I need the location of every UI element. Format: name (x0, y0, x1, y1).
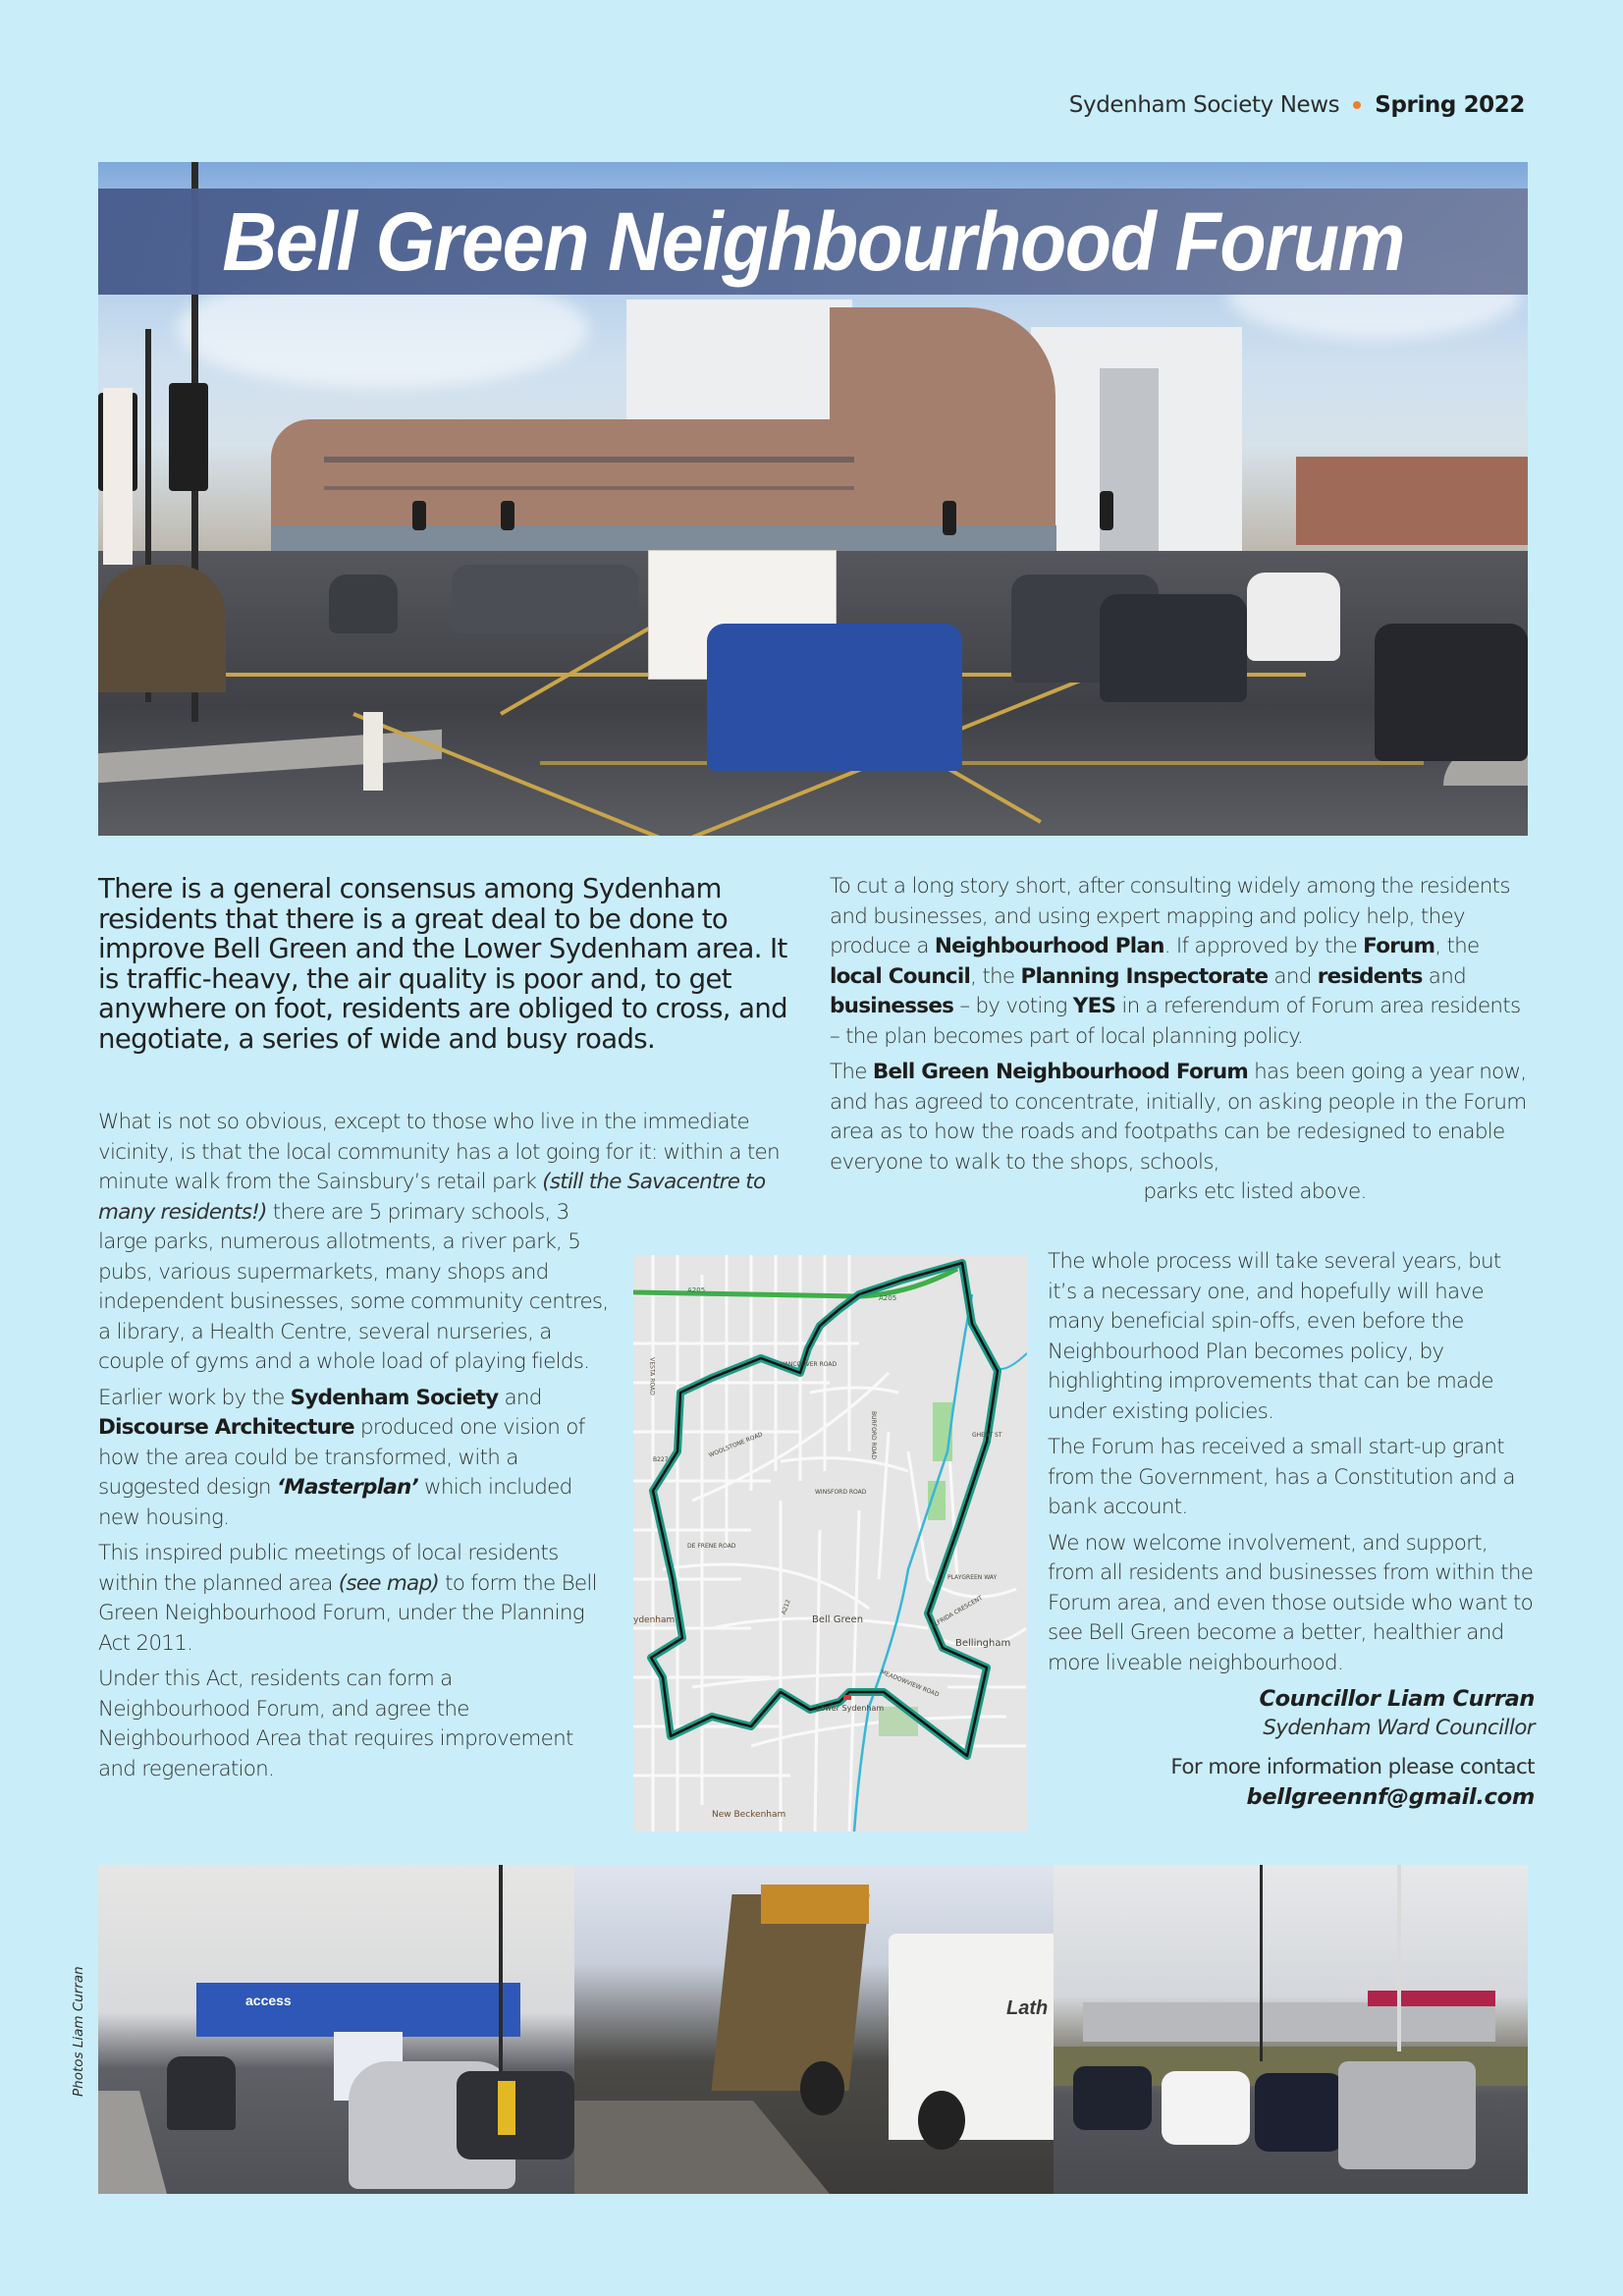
map-label-playgreen-way: PLAYGREEN WAY (947, 1574, 998, 1581)
map-label-a205-left: A205 (687, 1286, 706, 1294)
savacentre-aside: (still the Savacentre to many residents!) (98, 1170, 766, 1225)
author-role: Sydenham Ward Councillor (1263, 1716, 1535, 1740)
map-label-de-frene-road: DE FRENE ROAD (687, 1543, 736, 1550)
map-label-ghent-street: GHENT ST (972, 1432, 1002, 1439)
paragraph-forum-progress-end: parks etc listed above. (1143, 1179, 1367, 1204)
map-label-bell-green: Bell Green (812, 1614, 864, 1625)
paragraph-public-meetings: This inspired public meetings of local residents within the planned area (see map) to form the Bell Green Neighbourhood Forum, under the Planning Act 2011. (98, 1541, 597, 1656)
title-banner (98, 189, 1528, 295)
map-label-winsford-road: WINSFORD ROAD (815, 1489, 867, 1496)
discourse-architecture-mention: Discourse Architecture (98, 1415, 354, 1440)
photo-credit: Photos Liam Curran (71, 1966, 86, 2097)
paragraph-community: What is not so obvious, except to those who live in the immediate vicinity, is that the local community has a lot going for it: within a ten minute walk from the Sainsbury’s retail park (still the Savacentre to many residents!) there are 5 primary schools, 3 (98, 1110, 780, 1225)
bullet-separator-icon (1353, 101, 1361, 109)
see-map-reference: (see map) (338, 1570, 439, 1596)
paragraph-process: The whole process will take several years, but it’s a necessary one, and hopefully will have many beneficial spin-offs, even before the Neighbourhood Plan becomes policy, by highlighting improvements that can be made under existing policies. (1048, 1249, 1501, 1424)
paragraph-neighbourhood-plan: To cut a long story short, after consulting widely among the residents and businesses, and using expert mapping and policy help, they produce a Neighbourhood Plan. If approved by the Forum, the local Council, the Planning Inspectorate and residents and businesses – by voting YES in a referendum of Forum area residents – the plan becomes part of local planning policy. (830, 874, 1521, 1049)
map-label-lower-sydenham: Lower Sydenham (816, 1704, 885, 1713)
issue-label: Spring 2022 (1375, 92, 1525, 118)
right-column-narrow (1048, 1247, 1535, 1812)
paragraph-amenities: large parks, numerous allotments, a river park, 5 pubs, various supermarkets, many shops and independent businesses, some community centres, a library, a Health Centre, several nurseries, a couple of gyms and a whole load of playing fields. (98, 1230, 609, 1374)
map-label-burford-road: BURFORD ROAD (870, 1410, 878, 1460)
map-label-vancouver-road: VANCOUVER ROAD (781, 1361, 838, 1368)
photo-retail-park-traffic (1054, 1865, 1528, 2194)
map-label-woolstone-road: WOOLSTONE ROAD (707, 1431, 764, 1459)
sydenham-society-mention: Sydenham Society (290, 1385, 499, 1410)
neighbourhood-area-map (633, 1255, 1027, 1831)
paragraph-welcome: We now welcome involvement, and support, from all residents and businesses from within the Forum area, and even those outside who want to see Bell Green become a better, healthier and more liveable neighbourhood. (1048, 1530, 1534, 1675)
contact-email-link[interactable]: bellgreennf@gmail.com (1246, 1784, 1535, 1810)
map-label-bellingham: Bellingham (955, 1638, 1011, 1649)
map-label-vesta-road: VESTA ROAD (648, 1357, 656, 1395)
paragraph-grant: The Forum has received a small start-up grant from the Government, has a Constitution and a bank account. (1048, 1435, 1515, 1519)
map-label-a205-right: A205 (879, 1294, 897, 1302)
photo-lorry (574, 1865, 1054, 2194)
publication-name: Sydenham Society News (1068, 92, 1340, 118)
map-label-meadowview-road: MEADOWVIEW ROAD (879, 1668, 941, 1699)
photo-storage-traffic (98, 1865, 574, 2194)
masterplan-mention: ‘Masterplan’ (276, 1475, 418, 1500)
lorry-sign: Lath (1006, 1997, 1049, 2019)
paragraph-forum-progress: The Bell Green Neighbourhood Forum has been going a year now, and has agreed to concentrate, initially, on asking people in the Forum area as to how the roads and footpaths can be redesigned to enable everyone to walk to the shops, schools, (830, 1060, 1527, 1175)
right-column-top (830, 872, 1533, 1214)
paragraph-earlier-work: Earlier work by the Sydenham Society and Discourse Architecture produced one vision of how the area could be transformed, with a suggested design ‘Masterplan’ which included new housing. (98, 1385, 585, 1530)
left-column-narrow (98, 1228, 609, 1790)
photo-strip (98, 1865, 1528, 2194)
map-label-new-beckenham: New Beckenham (712, 1810, 786, 1820)
page-title: Bell Green Neighbourhood Forum (222, 194, 1404, 288)
left-column-top (98, 1108, 805, 1228)
forum-name-mention: Bell Green Neighbourhood Forum (872, 1060, 1249, 1084)
author-name: Councillor Liam Curran (1259, 1686, 1535, 1712)
running-header (1069, 92, 1525, 118)
contact-prompt: For more information please contact (1170, 1755, 1535, 1779)
map-label-sydenham: ydenham (633, 1615, 676, 1625)
map-label-elfrida-crescent: ELFRIDA CRESCENT (930, 1594, 984, 1630)
map-label-a212: A212 (780, 1598, 792, 1616)
storage-sign: access (245, 1993, 292, 2008)
lead-paragraph: There is a general consensus among Sydenham residents that there is a great deal to be done to improve Bell Green and the Lower Sydenham area. It is traffic-heavy, the air quality is poor and, to get anywhere on foot, residents are obliged to cross, and negotiate, a series of wide and busy roads. (98, 873, 788, 1055)
map-label-b227: B227 (653, 1456, 669, 1463)
paragraph-planning-act: Under this Act, residents can form a Neighbourhood Forum, and agree the Neighbourhood Area that requires improvement and regeneration. (98, 1667, 573, 1781)
signoff-block (1048, 1684, 1535, 1812)
